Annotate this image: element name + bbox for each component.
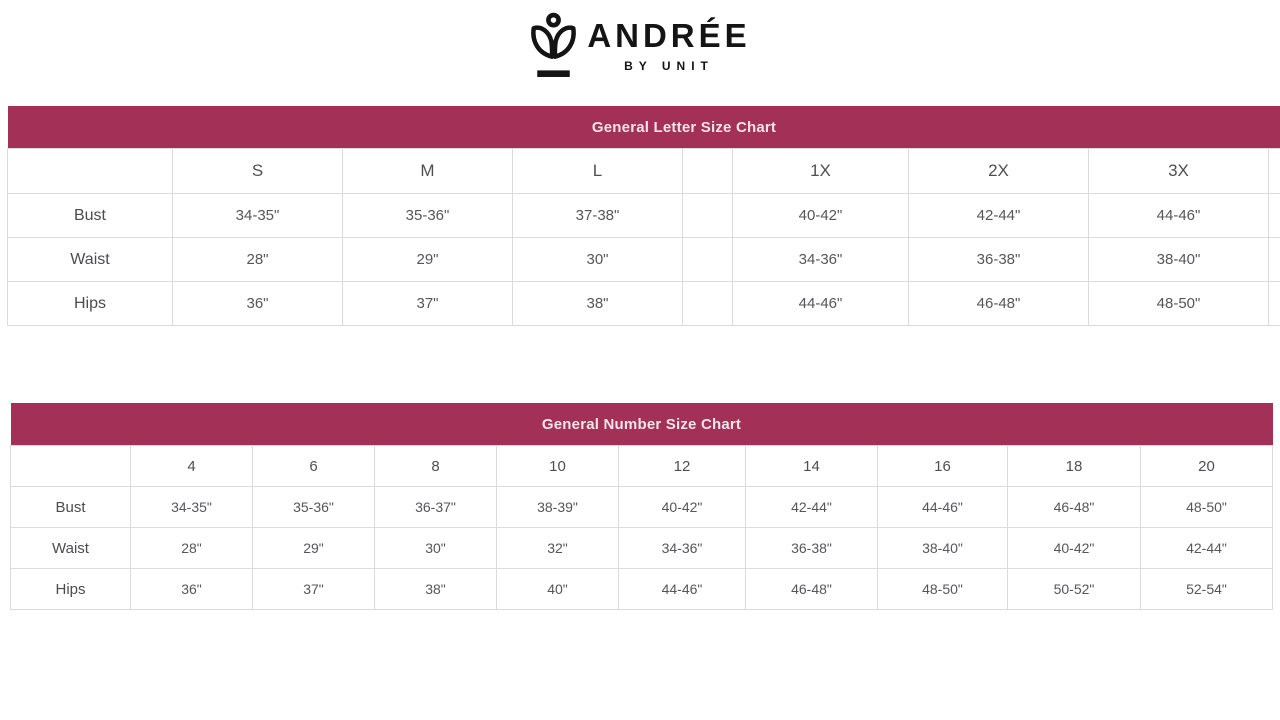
column-header [8, 149, 173, 194]
size-cell: 48-50" [1089, 282, 1269, 326]
column-header: 20 [1141, 446, 1273, 487]
table-row [8, 282, 1280, 326]
size-cell: 46-48" [1008, 487, 1141, 528]
column-header: L [513, 149, 683, 194]
column-header: 8 [375, 446, 497, 487]
size-cell: 34-35" [131, 487, 253, 528]
column-header: 3X [1089, 149, 1269, 194]
size-cell: 28" [173, 238, 343, 282]
size-cell: 44-46" [619, 569, 746, 610]
row-label: Hips [11, 569, 131, 610]
size-cell [1269, 194, 1280, 238]
table-row [8, 238, 1280, 282]
number-size-chart-table [10, 403, 1273, 610]
size-cell: 34-35" [173, 194, 343, 238]
chart-title: General Letter Size Chart [8, 106, 1280, 149]
column-header: 10 [497, 446, 619, 487]
number-size-chart-section [10, 403, 1280, 610]
column-header [11, 446, 131, 487]
row-label: Hips [8, 282, 173, 326]
size-cell: 40-42" [733, 194, 909, 238]
size-cell: 42-44" [1141, 528, 1273, 569]
size-cell [683, 238, 733, 282]
size-cell: 36" [173, 282, 343, 326]
column-header: 4 [131, 446, 253, 487]
table-row [11, 569, 1273, 610]
size-cell: 38" [513, 282, 683, 326]
tulip-icon [529, 12, 578, 78]
size-cell: 37" [343, 282, 513, 326]
brand-subtitle: BY UNIT [624, 59, 714, 73]
table-row [11, 528, 1273, 569]
size-cell: 38" [375, 569, 497, 610]
column-header [1269, 149, 1280, 194]
letter-size-chart-section [7, 106, 1280, 326]
size-cell: 38-39" [497, 487, 619, 528]
size-charts [0, 106, 1280, 610]
size-cell: 32" [497, 528, 619, 569]
size-cell: 35-36" [343, 194, 513, 238]
size-cell [1269, 282, 1280, 326]
column-header [683, 149, 733, 194]
size-cell: 29" [253, 528, 375, 569]
size-cell: 37" [253, 569, 375, 610]
size-cell: 52-54" [1141, 569, 1273, 610]
column-header: 6 [253, 446, 375, 487]
size-cell: 50-52" [1008, 569, 1141, 610]
size-cell: 37-38" [513, 194, 683, 238]
column-header: 18 [1008, 446, 1141, 487]
column-header: M [343, 149, 513, 194]
size-cell: 44-46" [733, 282, 909, 326]
brand-name: ANDRÉE [587, 17, 751, 54]
column-header: 16 [878, 446, 1008, 487]
column-header: S [173, 149, 343, 194]
size-cell: 36-37" [375, 487, 497, 528]
size-cell [683, 194, 733, 238]
size-cell: 40-42" [619, 487, 746, 528]
brand-logo [529, 12, 750, 78]
size-cell: 48-50" [1141, 487, 1273, 528]
size-cell: 29" [343, 238, 513, 282]
size-cell: 38-40" [878, 528, 1008, 569]
chart-title: General Number Size Chart [11, 403, 1273, 446]
size-cell: 44-46" [878, 487, 1008, 528]
row-label: Bust [11, 487, 131, 528]
letter-size-chart-table [7, 106, 1280, 326]
size-cell: 34-36" [619, 528, 746, 569]
size-cell [1269, 238, 1280, 282]
size-cell: 42-44" [909, 194, 1089, 238]
column-header: 2X [909, 149, 1089, 194]
size-cell: 30" [513, 238, 683, 282]
size-cell: 44-46" [1089, 194, 1269, 238]
column-header: 12 [619, 446, 746, 487]
size-cell: 35-36" [253, 487, 375, 528]
row-label: Waist [8, 238, 173, 282]
size-cell: 28" [131, 528, 253, 569]
size-cell: 30" [375, 528, 497, 569]
size-cell: 48-50" [878, 569, 1008, 610]
column-header: 1X [733, 149, 909, 194]
size-cell: 46-48" [909, 282, 1089, 326]
table-row [11, 487, 1273, 528]
size-cell: 40" [497, 569, 619, 610]
size-cell: 40-42" [1008, 528, 1141, 569]
brand-header [0, 0, 1280, 78]
size-cell: 36-38" [909, 238, 1089, 282]
size-cell: 46-48" [746, 569, 878, 610]
row-label: Waist [11, 528, 131, 569]
size-cell: 42-44" [746, 487, 878, 528]
size-cell: 36-38" [746, 528, 878, 569]
size-cell: 38-40" [1089, 238, 1269, 282]
column-header: 14 [746, 446, 878, 487]
table-row [8, 194, 1280, 238]
size-cell: 36" [131, 569, 253, 610]
row-label: Bust [8, 194, 173, 238]
size-cell: 34-36" [733, 238, 909, 282]
size-cell [683, 282, 733, 326]
